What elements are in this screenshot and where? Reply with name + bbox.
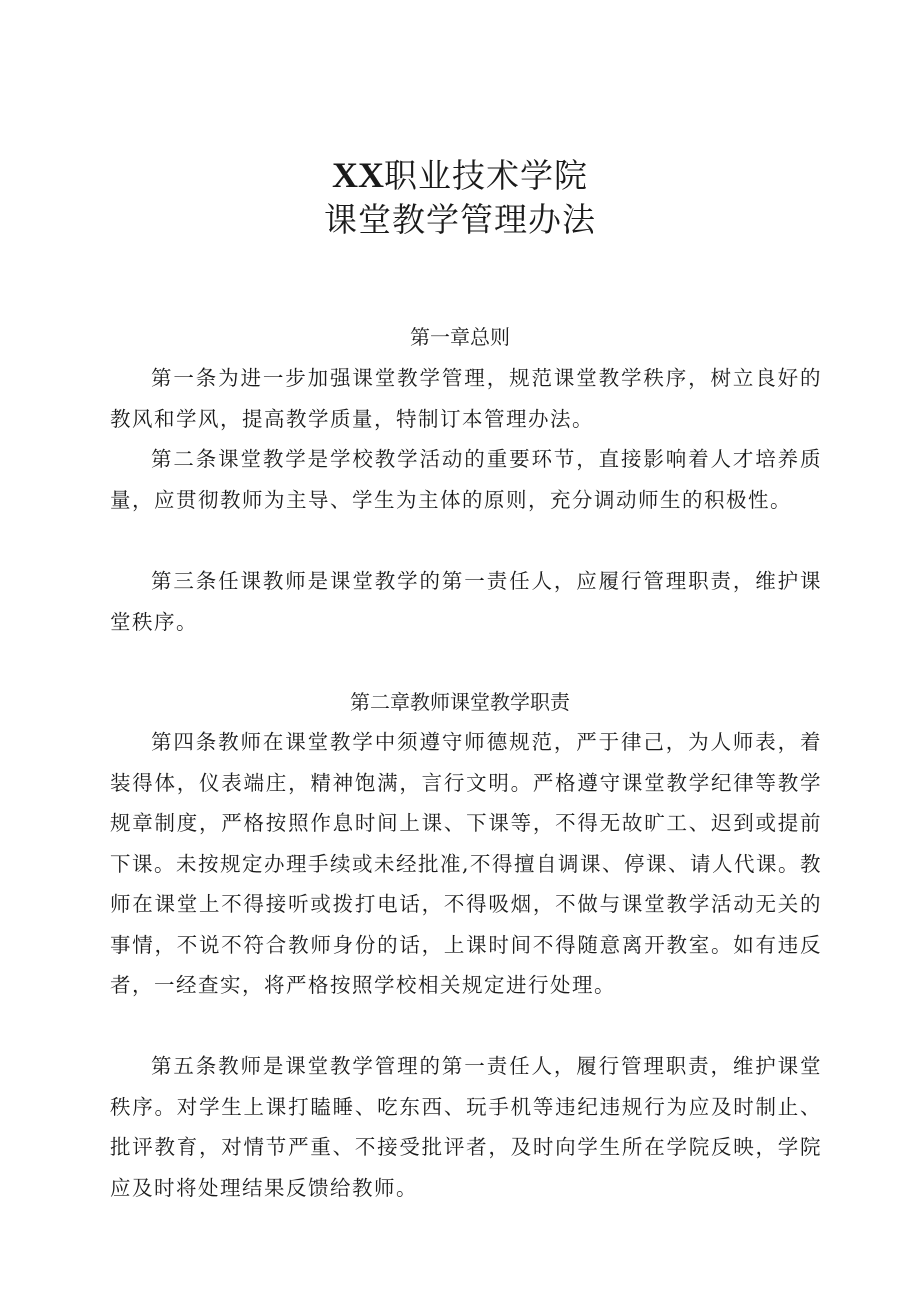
chapter-2-heading: 第二章教师课堂教学职责 bbox=[350, 690, 570, 714]
article-4: 第四条教师在课堂教学中须遵守师德规范，严于律己，为人师表，着装得体，仪表端庄，精神饱满，言行文明。严格遵守课堂教学纪律等教学规章制度，严格按照作息时间上课、下课等，不得无故旷工、迟到或提前下课。未按规定办理手续或未经批准,不得擅自调课、停课、请人代课。教师在课堂上不得接听或拨打电话，不得吸烟，不做与课堂教学活动无关的事情，不说不符合教师身份的话，上课时间不得随意离开教室。如有违反者，一经查实，将严格按照学校相关规定进行处理。 bbox=[110, 730, 823, 997]
article-2: 第二条课堂教学是学校教学活动的重要环节，直接影响着人才培养质量，应贯彻教师为主导、学生为主体的原则，充分调动师生的积极性。 bbox=[110, 447, 822, 512]
article-3: 第三条任课教师是课堂教学的第一责任人，应履行管理职责，维护课堂秩序。 bbox=[110, 569, 822, 634]
article-5: 第五条教师是课堂教学管理的第一责任人，履行管理职责，维护课堂秩序。对学生上课打瞌睡、吃东西、玩手机等违纪违规行为应及时制止、批评教育，对情节严重、不接受批评者，及时向学生所在学院反映，学院应及时将处理结果反馈给教师。 bbox=[110, 1054, 822, 1200]
document-title-line-1 bbox=[0, 153, 920, 198]
chapter-1-heading: 第一章总则 bbox=[410, 325, 510, 349]
title-institution: 职业技术学院 bbox=[384, 156, 588, 195]
article-1: 第一条为进一步加强课堂教学管理，规范课堂教学秩序，树立良好的教风和学风，提高教学质量，特制订本管理办法。 bbox=[110, 366, 822, 431]
document-title-line-2: 课堂教学管理办法 bbox=[324, 200, 596, 239]
title-prefix: XX bbox=[332, 155, 384, 195]
